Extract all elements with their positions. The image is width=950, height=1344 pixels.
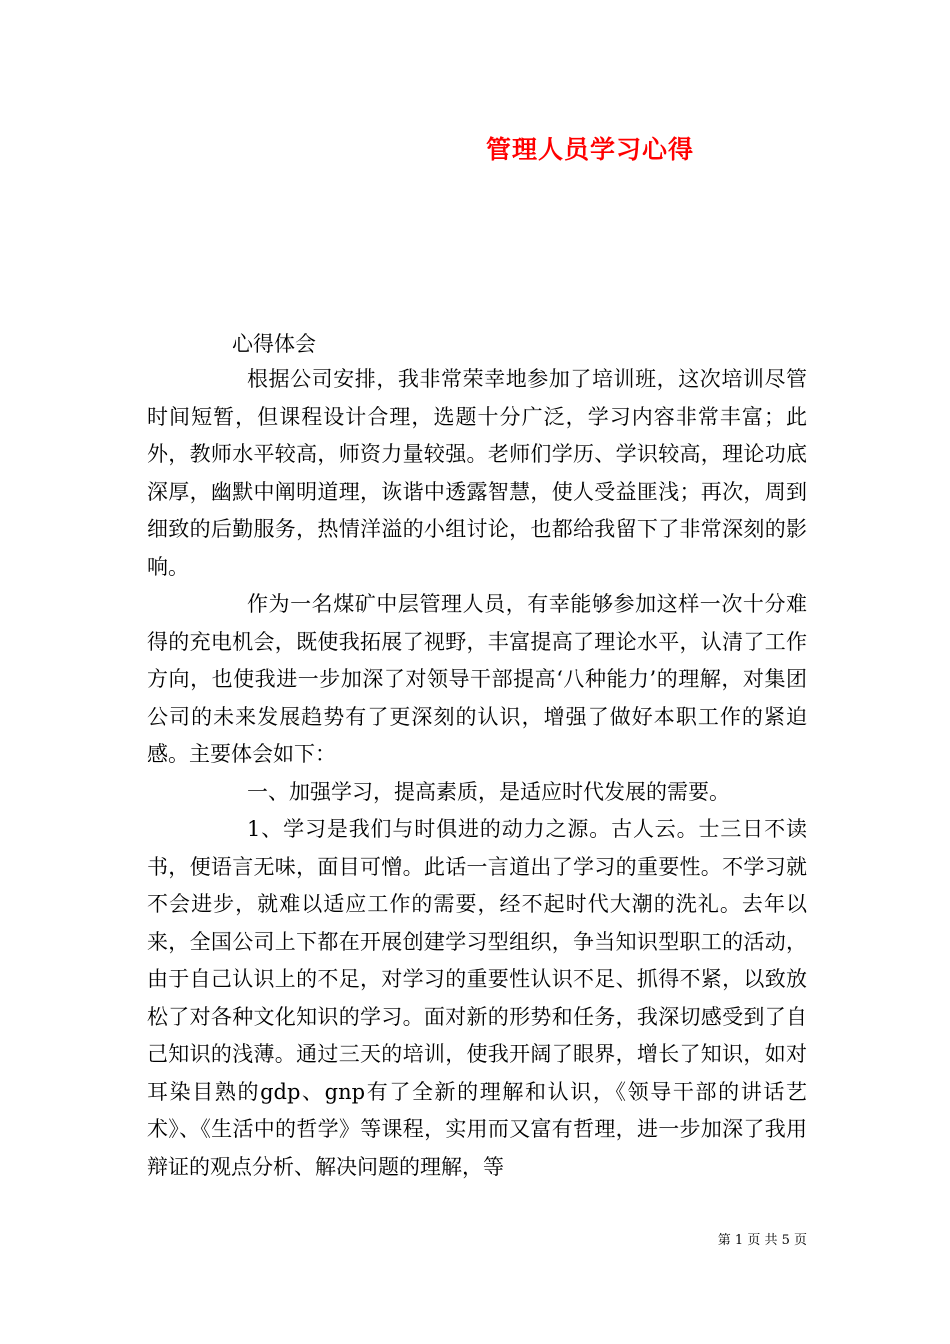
- document-title: 管理人员学习心得: [485, 135, 694, 164]
- document-subtitle: 心得体会: [232, 332, 316, 356]
- page-footer: 第 1 页 共 5 页: [717, 1233, 807, 1248]
- paragraph-2: 作为一名煤矿中层管理人员，有幸能够参加这样一次十分难得的充电机会，既使我拓展了视野，丰富提高了理论水平，认清了工作方向，也使我进一步加深了对领导干部提高‘八种能力’的理解，对集团公司的未来发展趋势有了更深刻的认识，增强了做好本职工作的紧迫感。主要体会如下：: [147, 592, 807, 766]
- paragraph-1: 根据公司安排，我非常荣幸地参加了培训班，这次培训尽管时间短暂，但课程设计合理，选题十分广泛，学习内容非常丰富；此外，教师水平较高，师资力量较强。老师们学历、学识较高，理论功底深厚，幽默中阐明道理，诙谐中透露智慧，使人受益匪浅；再次，周到细致的后勤服务，热情洋溢的小组讨论，也都给我留下了非常深刻的影响。: [147, 367, 807, 579]
- paragraph-3: 一、加强学习，提高素质，是适应时代发展的需要。: [247, 779, 730, 804]
- document-body: [147, 361, 807, 1186]
- paragraph-4: 1、学习是我们与时俱进的动力之源。古人云。士三日不读书，便语言无味，面目可憎。此话一言道出了学习的重要性。不学习就不会进步，就难以适应工作的需要，经不起时代大潮的洗礼。去年以来，全国公司上下都在开展创建学习型组织，争当知识型职工的活动，由于自己认识上的不足，对学习的重要性认识不足、抓得不紧，以致放松了对各种文化知识的学习。面对新的形势和任务，我深切感受到了自己知识的浅薄。通过三天的培训，使我开阔了眼界，增长了知识，如对耳染目熟的gdp、gnp有了全新的理解和认识，《领导干部的讲话艺术》、《生活中的哲学》等课程，实用而又富有哲理，进一步加深了我用辩证的观点分析、解决问题的理解，等: [147, 817, 807, 1179]
